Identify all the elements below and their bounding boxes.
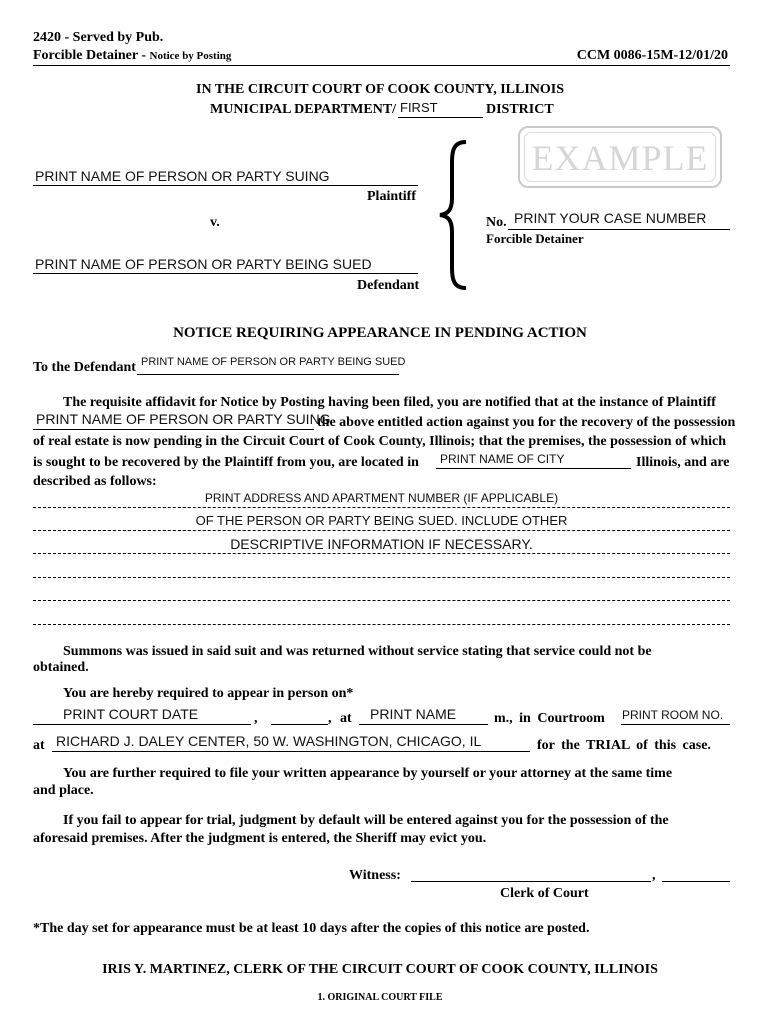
caption-brace (436, 140, 476, 290)
district-line (398, 117, 483, 118)
description-line-4 (33, 577, 730, 578)
affidavit-line-1: The requisite affidavit for Notice by Posting having been filed, you are notified that at the instance of Plaintiff (63, 395, 716, 410)
year-line (271, 724, 328, 725)
versus-label: v. (210, 215, 220, 230)
district-field[interactable]: FIRST (400, 100, 438, 115)
witness-date-line[interactable] (662, 881, 730, 882)
plaintiff-label: Plaintiff (367, 189, 416, 204)
case-no-line (508, 229, 730, 230)
witness-label: Witness: (349, 868, 401, 883)
location-at-label: at (33, 738, 45, 753)
example-stamp (518, 126, 722, 188)
example-stamp-text: EXAMPLE (531, 138, 709, 178)
location-field[interactable]: RICHARD J. DALEY CENTER, 50 W. WASHINGTON, CHICAGO, IL (56, 733, 482, 749)
courtroom-field[interactable]: PRINT ROOM NO. (622, 708, 724, 722)
footnote: *The day set for appearance must be at least 10 days after the copies of this notice are posted. (33, 921, 590, 936)
affidavit-line-2: the above entitled action against you for the recovery of the possession (317, 415, 736, 430)
case-no-label: No. (486, 215, 507, 230)
court-date-field[interactable]: PRINT COURT DATE (63, 706, 199, 722)
p1-plaintiff-line (33, 429, 314, 430)
description-field-3[interactable]: DESCRIPTIVE INFORMATION IF NECESSARY. (230, 536, 533, 552)
copy-label: 1. ORIGINAL COURT FILE (317, 992, 443, 1003)
city-line (436, 468, 631, 469)
plaintiff-line (33, 185, 418, 186)
year-comma: , (328, 711, 332, 726)
form-title-small: Notice by Posting (149, 50, 232, 62)
court-heading: IN THE CIRCUIT COURT OF COOK COUNTY, ILLINOIS (196, 82, 564, 97)
city-field[interactable]: PRINT NAME OF CITY (440, 452, 565, 466)
header-rule (33, 65, 730, 66)
p1-plaintiff-field[interactable]: PRINT NAME OF PERSON OR PARTY SUING (36, 411, 331, 427)
description-line-2 (33, 530, 730, 531)
district-label: DISTRICT (486, 102, 554, 117)
defendant-label: Defendant (357, 278, 420, 293)
description-line-6 (33, 624, 730, 625)
witness-line[interactable] (411, 881, 651, 882)
location-line (52, 751, 530, 752)
description-field-1[interactable]: PRINT ADDRESS AND APARTMENT NUMBER (IF APPLICABLE) (204, 491, 559, 505)
defendant-name-field[interactable]: PRINT NAME OF PERSON OR PARTY BEING SUED (35, 256, 372, 272)
to-defendant-line (137, 374, 399, 375)
witness-comma: , (652, 868, 656, 883)
further-line-2: and place. (33, 783, 94, 798)
appear-line: You are hereby required to appear in person on* (63, 686, 354, 701)
description-line-1 (33, 507, 730, 508)
affidavit-line-4b: Illinois, and are (636, 455, 730, 470)
department-label: MUNICIPAL DEPARTMENT/ (210, 102, 397, 117)
case-number-field[interactable]: PRINT YOUR CASE NUMBER (514, 210, 707, 226)
m-courtroom-label: m., in Courtroom (494, 711, 605, 726)
date-comma: , (254, 711, 258, 726)
time-line (359, 724, 488, 725)
description-field-2[interactable]: OF THE PERSON OR PARTY BEING SUED. INCLUDE OTHER (195, 513, 568, 528)
case-type-label: Forcible Detainer (486, 231, 584, 246)
clerk-of-court-label: Clerk of Court (500, 886, 589, 901)
further-line-1: You are further required to file your written appearance by yourself or your attorney at the same time (63, 766, 673, 781)
affidavit-line-5: described as follows: (33, 474, 157, 489)
form-title-bold: Forcible Detainer - (33, 48, 150, 63)
defendant-line (33, 273, 418, 274)
clerk-name: IRIS Y. MARTINEZ, CLERK OF THE CIRCUIT COURT OF COOK COUNTY, ILLINOIS (102, 962, 658, 977)
time-at-label: at (340, 711, 352, 726)
to-defendant-field[interactable]: PRINT NAME OF PERSON OR PARTY BEING SUED (141, 356, 406, 368)
for-trial-label: for the TRIAL of this case. (537, 738, 711, 753)
affidavit-line-4a: is sought to be recovered by the Plaintiff from you, are located in (33, 455, 419, 470)
description-line-5 (33, 600, 730, 601)
court-date-line (33, 724, 251, 725)
summons-line-2: obtained. (33, 660, 89, 675)
notice-title: NOTICE REQUIRING APPEARANCE IN PENDING ACTION (173, 325, 587, 341)
default-line-1: If you fail to appear for trial, judgment by default will be entered against you for the possession of the (63, 813, 669, 828)
affidavit-line-3: of real estate is now pending in the Circuit Court of Cook County, Illinois; that the premises, the possession of which (33, 434, 727, 449)
form-code: 2420 - Served by Pub. (33, 30, 164, 45)
time-field[interactable]: PRINT NAME (370, 706, 457, 722)
courtroom-line (621, 724, 730, 725)
default-line-2: aforesaid premises. After the judgment is entered, the Sheriff may evict you. (33, 831, 487, 846)
plaintiff-name-field[interactable]: PRINT NAME OF PERSON OR PARTY SUING (35, 168, 330, 184)
description-line-3 (33, 553, 730, 554)
summons-line-1: Summons was issued in said suit and was returned without service stating that service could not be (63, 644, 652, 659)
to-defendant-label: To the Defendant (33, 360, 136, 375)
form-title (33, 48, 231, 64)
form-number: CCM 0086-15M-12/01/20 (576, 48, 728, 63)
